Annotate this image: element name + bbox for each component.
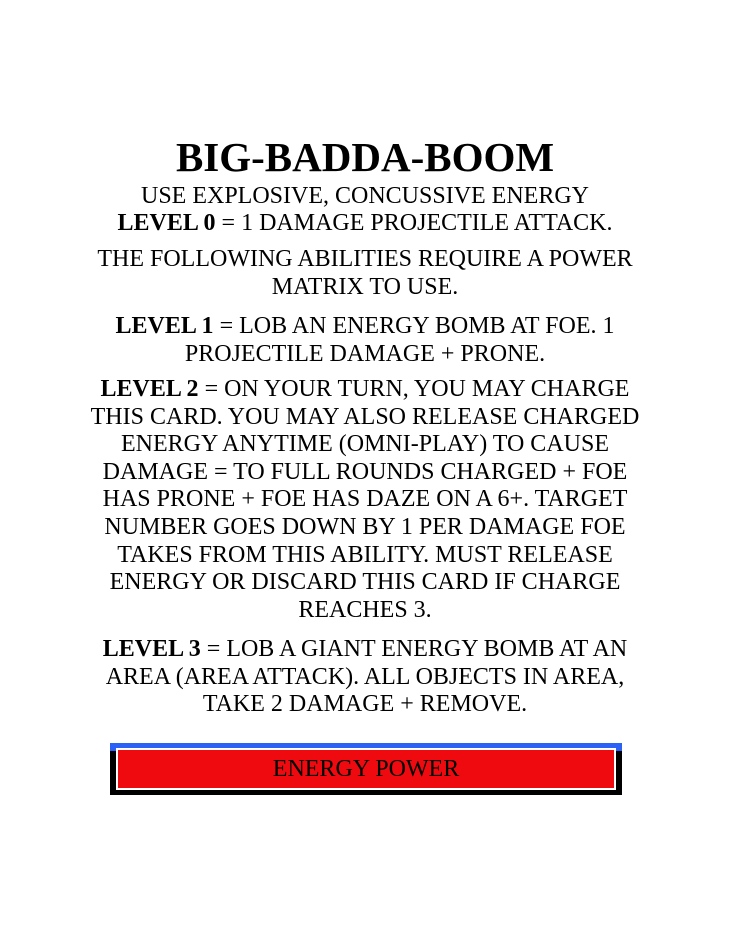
level-3-ability [80,636,650,719]
level-3-text: = LOB A GIANT ENERGY BOMB AT AN AREA (AREA ATTACK). ALL OBJECTS IN AREA, TAKE 2 DAMAGE + REMOVE. [105,636,628,718]
level-2-label: LEVEL 2 [100,376,199,402]
level-0-ability [80,210,650,238]
level-2-ability [80,376,650,624]
level-2-text: = ON YOUR TURN, YOU MAY CHARGE THIS CARD. YOU MAY ALSO RELEASE CHARGED ENERGY ANYTIME (OMNI-PLAY) TO CAUSE DAMAGE = TO FULL ROUNDS CHARGED + FOE HAS PRONE + FOE HAS DAZE ON A 6+. TARGET NUMBER GOES DOWN BY 1 PER DAMAGE FOE TAKES FROM THIS ABILITY. MUST RELEASE ENERGY OR DISCARD THIS CARD IF CHARGE REACHES 3. [90,376,640,623]
level-3-label: LEVEL 3 [102,636,201,662]
card-type-label: ENERGY POWER [272,756,460,782]
level-1-label: LEVEL 1 [115,313,214,339]
level-1-ability [80,313,650,368]
card-type-banner [110,743,622,795]
card-title: BIG-BADDA-BOOM [175,134,555,180]
level-1-text: = LOB AN ENERGY BOMB AT FOE. 1 PROJECTILE DAMAGE + PRONE. [184,313,615,367]
banner-red-panel [116,748,616,790]
level-0-label: LEVEL 0 [117,210,216,236]
power-matrix-requirement: THE FOLLOWING ABILITIES REQUIRE A POWER MATRIX TO USE. [97,246,633,300]
level-0-text: = 1 DAMAGE PROJECTILE ATTACK. [215,210,613,236]
card-subtitle: USE EXPLOSIVE, CONCUSSIVE ENERGY [140,183,590,209]
